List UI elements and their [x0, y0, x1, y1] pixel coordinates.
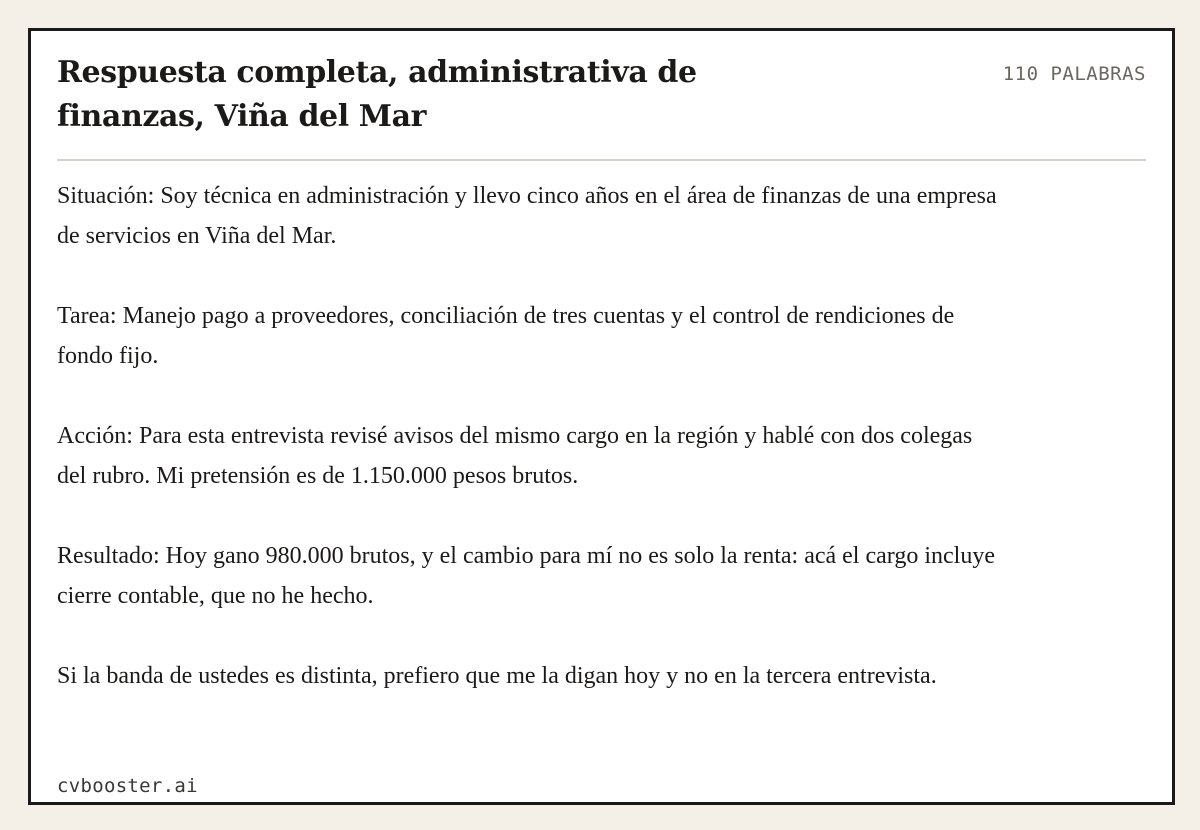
paragraph-resultado: Resultado: Hoy gano 980.000 brutos, y el cambio para mí no es solo la renta: acá el cargo incluye cierre contable, que no he hecho. [57, 543, 995, 609]
word-count-badge: 110 PALABRAS [1002, 63, 1146, 85]
answer-body [57, 176, 997, 696]
answer-card [28, 28, 1175, 805]
paragraph-closing: Si la banda de ustedes es distinta, prefiero que me la digan hoy y no en la tercera entrevista. [57, 663, 937, 689]
footer-brand: cvbooster.ai [57, 775, 198, 797]
paragraph-situacion: Situación: Soy técnica en administración y llevo cinco años en el área de finanzas de una empresa de servicios en Viña del Mar. [57, 183, 997, 249]
paragraph-tarea: Tarea: Manejo pago a proveedores, conciliación de tres cuentas y el control de rendiciones de fondo fijo. [57, 303, 955, 369]
card-title: Respuesta completa, administrativa de finanzas, Viña del Mar [57, 55, 697, 134]
paragraph-accion: Acción: Para esta entrevista revisé avisos del mismo cargo en la región y hablé con dos colegas del rubro. Mi pretensión es de 1.150.000 pesos brutos. [57, 423, 973, 489]
title-divider [57, 159, 1146, 161]
